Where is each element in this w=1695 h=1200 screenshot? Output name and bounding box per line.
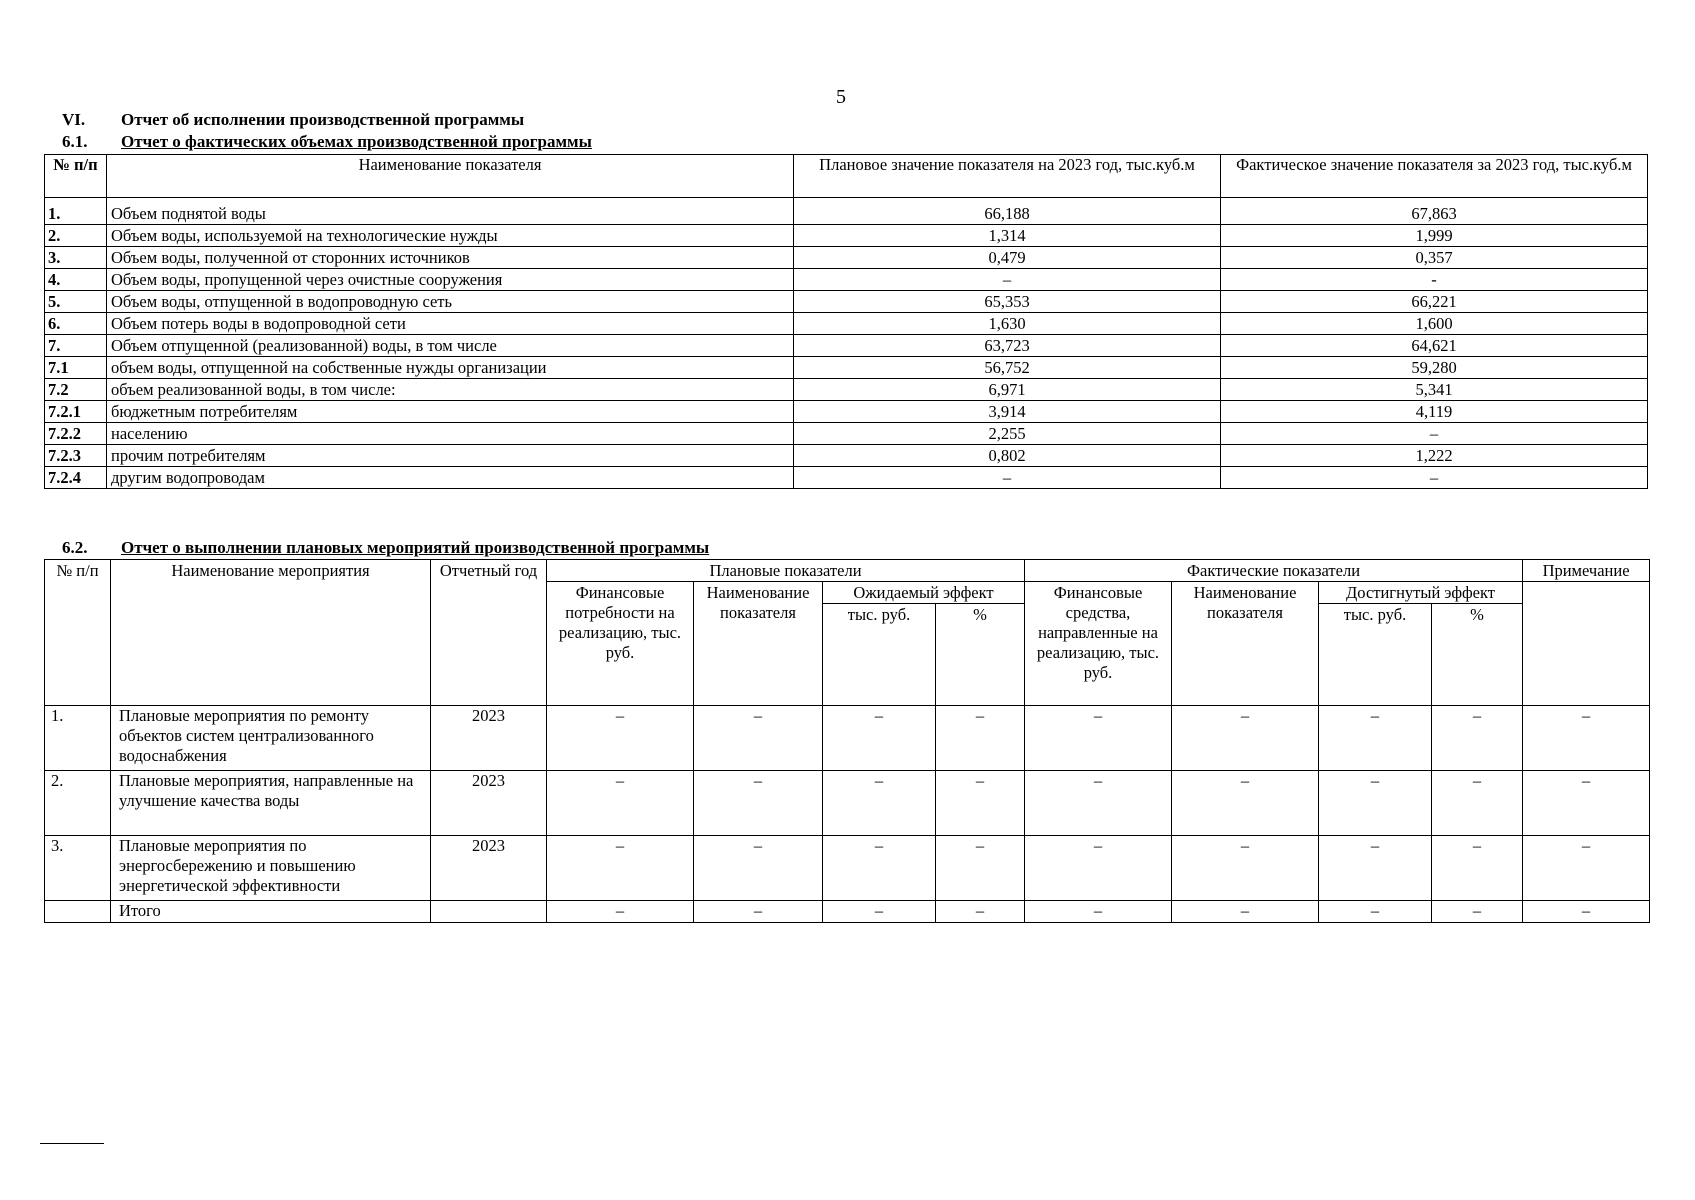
total-row: [45, 901, 1650, 923]
indicator-name: объем реализованной воды, в том числе:: [107, 379, 794, 401]
row-number: 7.: [45, 335, 107, 357]
fact-effect-percent: –: [1432, 771, 1523, 836]
section-title: Отчет о выполнении плановых мероприятий производственной программы: [121, 538, 710, 557]
header-plan-group: Плановые показатели: [547, 560, 1025, 582]
plan-value: 63,723: [794, 335, 1221, 357]
indicator-name: населению: [107, 423, 794, 445]
row-number: 3.: [45, 247, 107, 269]
header-plan-thousand-rub: тыс. руб.: [823, 604, 936, 706]
table-row: [45, 291, 1648, 313]
plan-effect-rub: –: [823, 836, 936, 901]
fact-value: 1,600: [1221, 313, 1648, 335]
plan-indicator-value: –: [694, 771, 823, 836]
total-label: Итого: [111, 901, 431, 923]
note-value: –: [1523, 706, 1650, 771]
table-row: [45, 357, 1648, 379]
plan-effect-percent: –: [936, 901, 1025, 923]
header-fact-fin: Финансовые средства, направленные на реализацию, тыс. руб.: [1025, 582, 1172, 706]
plan-fin-value: –: [547, 836, 694, 901]
volumes-table: [44, 154, 1648, 489]
indicator-name: другим водопроводам: [107, 467, 794, 489]
plan-fin-value: –: [547, 901, 694, 923]
fact-value: 5,341: [1221, 379, 1648, 401]
table-row: [45, 836, 1650, 901]
fact-effect-percent: –: [1432, 836, 1523, 901]
plan-value: 1,314: [794, 225, 1221, 247]
fact-effect-percent: –: [1432, 901, 1523, 923]
fact-effect-rub: –: [1319, 901, 1432, 923]
fact-fin-value: –: [1025, 771, 1172, 836]
plan-value: –: [794, 467, 1221, 489]
section-number: 6.2.: [62, 538, 88, 557]
section-title: Отчет об исполнении производственной программы: [121, 110, 525, 129]
header-num: № п/п: [45, 560, 111, 706]
header-plan-percent: %: [936, 604, 1025, 706]
fact-value: –: [1221, 467, 1648, 489]
indicator-name: Объем воды, пропущенной через очистные сооружения: [107, 269, 794, 291]
table-row: [45, 247, 1648, 269]
table-row: [45, 225, 1648, 247]
plan-value: 2,255: [794, 423, 1221, 445]
header-note: Примечание: [1523, 560, 1650, 582]
plan-effect-percent: –: [936, 836, 1025, 901]
section-number: VI.: [62, 110, 86, 129]
section-heading-6-1: [62, 132, 592, 152]
indicator-name: Объем воды, полученной от сторонних источников: [107, 247, 794, 269]
plan-value: 0,802: [794, 445, 1221, 467]
header-fact-effect: Достигнутый эффект: [1319, 582, 1523, 604]
indicator-name: прочим потребителям: [107, 445, 794, 467]
plan-value: 6,971: [794, 379, 1221, 401]
row-number-blank: [45, 901, 111, 923]
row-number: 7.2.1: [45, 401, 107, 423]
row-number: 2.: [45, 225, 107, 247]
header-fact-thousand-rub: тыс. руб.: [1319, 604, 1432, 706]
indicator-name: Объем воды, отпущенной в водопроводную сеть: [107, 291, 794, 313]
plan-value: –: [794, 269, 1221, 291]
table-row: [45, 269, 1648, 291]
plan-effect-percent: –: [936, 771, 1025, 836]
fact-effect-percent: –: [1432, 706, 1523, 771]
header-plan-fin: Финансовые потребности на реализацию, тыс. руб.: [547, 582, 694, 706]
footnote-divider: [40, 1143, 104, 1144]
indicator-name: Объем отпущенной (реализованной) воды, в том числе: [107, 335, 794, 357]
table-row: [45, 379, 1648, 401]
table-row: [45, 335, 1648, 357]
header-fact-percent: %: [1432, 604, 1523, 706]
indicator-name: Объем поднятой воды: [107, 198, 794, 225]
fact-value: 0,357: [1221, 247, 1648, 269]
row-number: 2.: [45, 771, 111, 836]
plan-value: 0,479: [794, 247, 1221, 269]
plan-fin-value: –: [547, 771, 694, 836]
fact-indicator-value: –: [1172, 901, 1319, 923]
plan-effect-rub: –: [823, 706, 936, 771]
fact-fin-value: –: [1025, 706, 1172, 771]
plan-value: 1,630: [794, 313, 1221, 335]
row-number: 7.2: [45, 379, 107, 401]
fact-value: 4,119: [1221, 401, 1648, 423]
report-year: 2023: [431, 771, 547, 836]
table-row: [45, 401, 1648, 423]
row-number: 7.2.4: [45, 467, 107, 489]
table-row: [45, 445, 1648, 467]
plan-effect-rub: –: [823, 771, 936, 836]
plan-value: 3,914: [794, 401, 1221, 423]
fact-value: -: [1221, 269, 1648, 291]
header-fact-group: Фактические показатели: [1025, 560, 1523, 582]
header-name: Наименование мероприятия: [111, 560, 431, 706]
table-row: [45, 467, 1648, 489]
row-number: 6.: [45, 313, 107, 335]
fact-value: 67,863: [1221, 198, 1648, 225]
row-number: 7.2.3: [45, 445, 107, 467]
activity-name: Плановые мероприятия по энергосбережению и повышению энергетической эффективности: [111, 836, 431, 901]
fact-fin-value: –: [1025, 901, 1172, 923]
row-number: 3.: [45, 836, 111, 901]
fact-indicator-value: –: [1172, 771, 1319, 836]
row-number: 7.2.2: [45, 423, 107, 445]
fact-value: –: [1221, 423, 1648, 445]
report-year-blank: [431, 901, 547, 923]
fact-value: 59,280: [1221, 357, 1648, 379]
fact-value: 66,221: [1221, 291, 1648, 313]
header-fact-indicator: Наименование показателя: [1172, 582, 1319, 706]
plan-indicator-value: –: [694, 836, 823, 901]
header-plan: Плановое значение показателя на 2023 год, тыс.куб.м: [794, 155, 1221, 198]
header-plan-effect: Ожидаемый эффект: [823, 582, 1025, 604]
header-plan-indicator: Наименование показателя: [694, 582, 823, 706]
note-value: –: [1523, 771, 1650, 836]
fact-effect-rub: –: [1319, 836, 1432, 901]
table-row: [45, 423, 1648, 445]
activity-name: Плановые мероприятия, направленные на улучшение качества воды: [111, 771, 431, 836]
indicator-name: объем воды, отпущенной на собственные нужды организации: [107, 357, 794, 379]
table-header-row: [45, 560, 1650, 582]
fact-indicator-value: –: [1172, 836, 1319, 901]
fact-value: 64,621: [1221, 335, 1648, 357]
plan-value: 66,188: [794, 198, 1221, 225]
plan-fin-value: –: [547, 706, 694, 771]
table-row: [45, 771, 1650, 836]
plan-indicator-value: –: [694, 901, 823, 923]
fact-indicator-value: –: [1172, 706, 1319, 771]
fact-effect-rub: –: [1319, 706, 1432, 771]
plan-effect-rub: –: [823, 901, 936, 923]
fact-value: 1,999: [1221, 225, 1648, 247]
indicator-name: бюджетным потребителям: [107, 401, 794, 423]
report-year: 2023: [431, 706, 547, 771]
section-heading-vi: [62, 110, 524, 130]
header-name: Наименование показателя: [107, 155, 794, 198]
header-note-blank: [1523, 582, 1650, 706]
report-year: 2023: [431, 836, 547, 901]
row-number: 7.1: [45, 357, 107, 379]
plan-effect-percent: –: [936, 706, 1025, 771]
activities-table: [44, 559, 1650, 923]
section-heading-6-2: [62, 538, 709, 558]
indicator-name: Объем воды, используемой на технологические нужды: [107, 225, 794, 247]
plan-value: 56,752: [794, 357, 1221, 379]
note-value: –: [1523, 836, 1650, 901]
section-title: Отчет о фактических объемах производственной программы: [121, 132, 592, 151]
row-number: 1.: [45, 198, 107, 225]
header-num: № п/п: [45, 155, 107, 198]
fact-effect-rub: –: [1319, 771, 1432, 836]
note-value: –: [1523, 901, 1650, 923]
table-header-row: [45, 155, 1648, 198]
plan-indicator-value: –: [694, 706, 823, 771]
section-number: 6.1.: [62, 132, 88, 151]
page-number: 5: [836, 86, 846, 108]
plan-value: 65,353: [794, 291, 1221, 313]
header-year: Отчетный год: [431, 560, 547, 706]
row-number: 5.: [45, 291, 107, 313]
fact-fin-value: –: [1025, 836, 1172, 901]
table-row: [45, 313, 1648, 335]
table-row: [45, 198, 1648, 225]
row-number: 4.: [45, 269, 107, 291]
fact-value: 1,222: [1221, 445, 1648, 467]
row-number: 1.: [45, 706, 111, 771]
indicator-name: Объем потерь воды в водопроводной сети: [107, 313, 794, 335]
header-fact: Фактическое значение показателя за 2023 год, тыс.куб.м: [1221, 155, 1648, 198]
activity-name: Плановые мероприятия по ремонту объектов систем централизованного водоснабжения: [111, 706, 431, 771]
table-row: [45, 706, 1650, 771]
